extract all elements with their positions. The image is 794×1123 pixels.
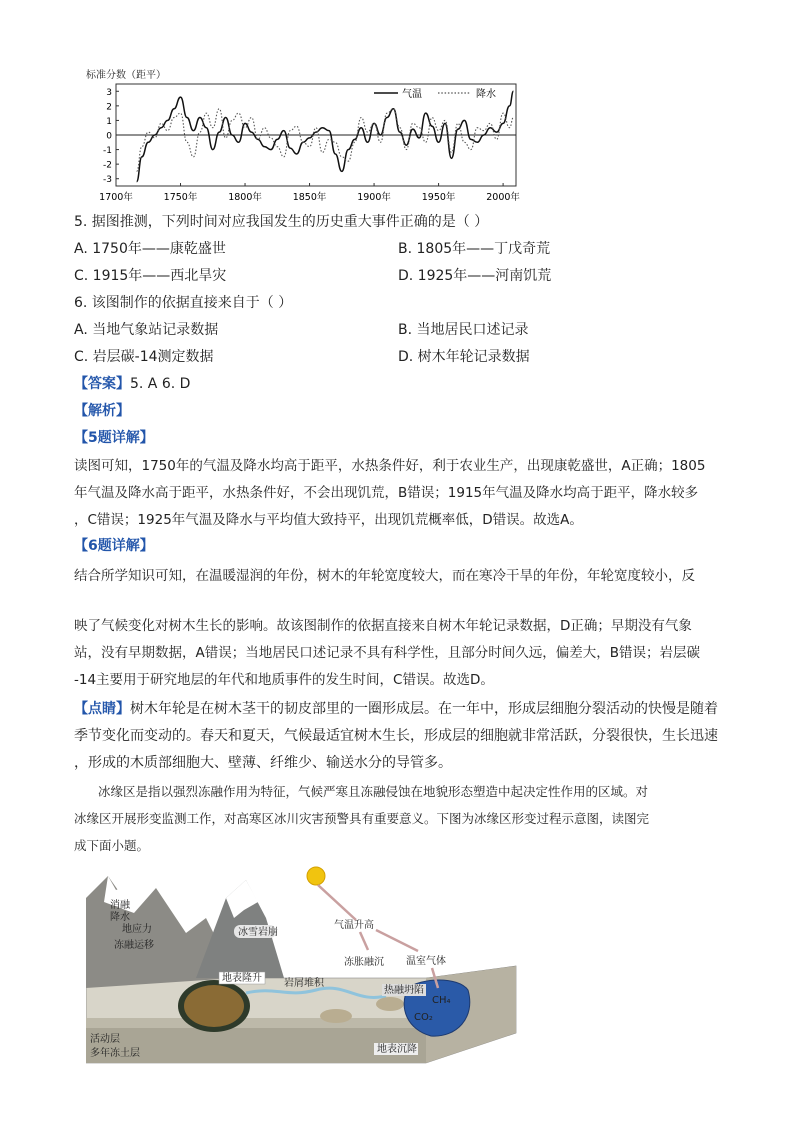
- intro-line: 成下面小题。: [74, 838, 150, 853]
- chart-series: [137, 91, 514, 181]
- q6-detail-line: -14主要用于研究地层的年代和地质事件的发生时间，C错误。故选D。: [74, 672, 494, 688]
- q6-option-c: C. 岩层碳-14测定数据: [74, 349, 214, 365]
- q5-detail-label: 【5题详解】: [74, 430, 154, 446]
- y-tick-label: 3: [106, 87, 112, 98]
- arrow-temp-gas: [376, 930, 418, 951]
- tip-line: 季节变化而变动的。春天和夏天，气候最适宜树木生长，形成层的细胞就非常活跃，分裂很快，生长迅速: [74, 728, 718, 744]
- analysis-line: [74, 401, 130, 421]
- label-frost-move: 冻融运移: [114, 940, 154, 951]
- chart-svg: [86, 66, 522, 206]
- legend-label-temp: 气温: [402, 89, 422, 100]
- series-line-temperature: [137, 91, 514, 181]
- label-frost-heave: 冻胀融沉: [344, 957, 384, 968]
- analysis-label: 【解析】: [74, 403, 130, 419]
- q6-option-d: D. 树木年轮记录数据: [398, 349, 530, 365]
- q6-option-b: B. 当地居民口述记录: [398, 322, 529, 338]
- legend-label-precip: 降水: [476, 89, 496, 100]
- intro-line: 冰缘区是指以强烈冻融作用为特征，气候严寒且冻融侵蚀在地貌形态塑造中起决定性作用的区域。对: [98, 784, 649, 799]
- label-uplift: 地表隆升: [222, 973, 262, 984]
- x-tick-label: 1900年: [357, 192, 391, 203]
- sun-icon: [307, 867, 325, 885]
- temperature-precipitation-chart: [86, 66, 522, 206]
- label-ice-rock: 冰雪岩崩: [238, 927, 278, 938]
- arrow-sun-temp: [318, 885, 356, 920]
- q6-detail-body: [74, 563, 724, 590]
- label-precip: 降水: [110, 912, 130, 923]
- y-tick-label: 1: [106, 116, 112, 127]
- q5-option-c: C. 1915年——西北旱灾: [74, 268, 227, 284]
- y-tick-label: -3: [103, 175, 112, 186]
- puddle: [376, 997, 404, 1011]
- chart-legend: [374, 87, 496, 100]
- q6-detail-line: 映了气候变化对树木生长的影响。故该图制作的依据直接来自树木年轮记录数据，D正确；早期没有气象: [74, 618, 692, 634]
- x-tick-label: 2000年: [486, 192, 520, 203]
- q5-detail-line: ，C错误；1925年气温及降水与平均值大致持平，出现饥荒概率低，D错误。故选A。: [74, 512, 583, 528]
- q5-detail-line: 读图可知，1750年的气温及降水均高于距平，水热条件好，利于农业生产，出现康乾盛世，A正确；1805: [74, 458, 706, 474]
- label-permafrost: 多年冻土层: [90, 1048, 140, 1059]
- active-layer-band: [86, 1018, 426, 1028]
- intro-line: 冰缘区开展形变监测工作，对高寒区冰川灾害预警具有重要意义。下图为冰缘区形变过程示意图，读图完: [74, 811, 650, 826]
- y-tick-label: -1: [103, 146, 112, 157]
- x-tick-label: 1800年: [228, 192, 262, 203]
- q5-detail-heading: [74, 428, 154, 448]
- q6-stem: 6. 该图制作的依据直接来自于（ ）: [74, 295, 293, 311]
- x-tick-label: 1850年: [292, 192, 327, 203]
- label-co2: CO₂: [414, 1012, 433, 1023]
- tip-line: ，形成的木质部细胞大、壁薄、纤维少、输送水分的导管多。: [74, 755, 452, 771]
- tip-line: 树木年轮是在树木茎干的韧皮部里的一圈形成层。在一年中，形成层细胞分裂活动的快慢是随着: [130, 701, 718, 717]
- label-greenhouse: 温室气体: [406, 956, 446, 967]
- x-tick-label: 1700年: [99, 192, 133, 203]
- thaw-lake: [184, 985, 244, 1027]
- label-subsidence: 地表沉降: [377, 1044, 417, 1055]
- label-active-layer: 活动层: [90, 1034, 120, 1045]
- y-axis-ticks: [103, 88, 119, 185]
- answer-line: [74, 374, 190, 394]
- puddle: [320, 1009, 352, 1023]
- q6-detail-heading: [74, 536, 154, 556]
- label-stress: 地应力: [122, 924, 152, 935]
- q5-detail-line: 年气温及降水高于距平，水热条件好，不会出现饥荒，B错误；1915年气温及降水均高于距平，降水较多: [74, 485, 699, 501]
- intro-paragraph: [74, 778, 724, 859]
- periglacial-diagram: [86, 858, 522, 1070]
- q6-detail-body-cont: [74, 613, 724, 694]
- q6-detail-line: 结合所学知识可知，在温暖湿润的年份，树木的年轮宽度较大，而在寒冷干旱的年份，年轮宽度较小，反: [74, 568, 695, 584]
- y-tick-label: -2: [103, 160, 112, 171]
- q5-option-a: A. 1750年——康乾盛世: [74, 241, 226, 257]
- label-melt: 消融: [110, 900, 130, 911]
- q5-option-b: B. 1805年——丁戊奇荒: [398, 241, 551, 257]
- y-tick-label: 2: [106, 102, 112, 113]
- q6-detail-line: 站，没有早期数据，A错误；当地居民口述记录不具有科学性，且部分时间久远，偏差大，B错误；岩层碳: [74, 645, 700, 661]
- periglacial-svg: [86, 858, 522, 1070]
- tip-label: 【点睛】: [74, 701, 130, 717]
- x-tick-label: 1950年: [421, 192, 456, 203]
- label-thermokarst: 热融坍陷: [384, 985, 424, 996]
- series-line-precipitation: [137, 109, 514, 172]
- chart-ylabel: 标准分数（距平）: [86, 70, 166, 81]
- label-temp-rise: 气温升高: [334, 920, 374, 931]
- answer-label: 【答案】: [74, 376, 130, 392]
- q5-detail-body: [74, 453, 724, 534]
- label-debris: 岩屑堆积: [284, 978, 324, 989]
- x-tick-label: 1750年: [163, 192, 198, 203]
- q6-detail-label: 【6题详解】: [74, 538, 154, 554]
- q6-option-a: A. 当地气象站记录数据: [74, 322, 219, 338]
- answer-text: 5. A 6. D: [130, 376, 191, 392]
- q5-stem: 5. 据图推测，下列时间对应我国发生的历史重大事件正确的是（ ）: [74, 214, 489, 230]
- y-tick-label: 0: [106, 131, 112, 142]
- label-ch4: CH₄: [432, 995, 451, 1006]
- tip-block: [74, 696, 724, 777]
- q5-option-d: D. 1925年——河南饥荒: [398, 268, 552, 284]
- arrow-temp-heave: [360, 932, 368, 950]
